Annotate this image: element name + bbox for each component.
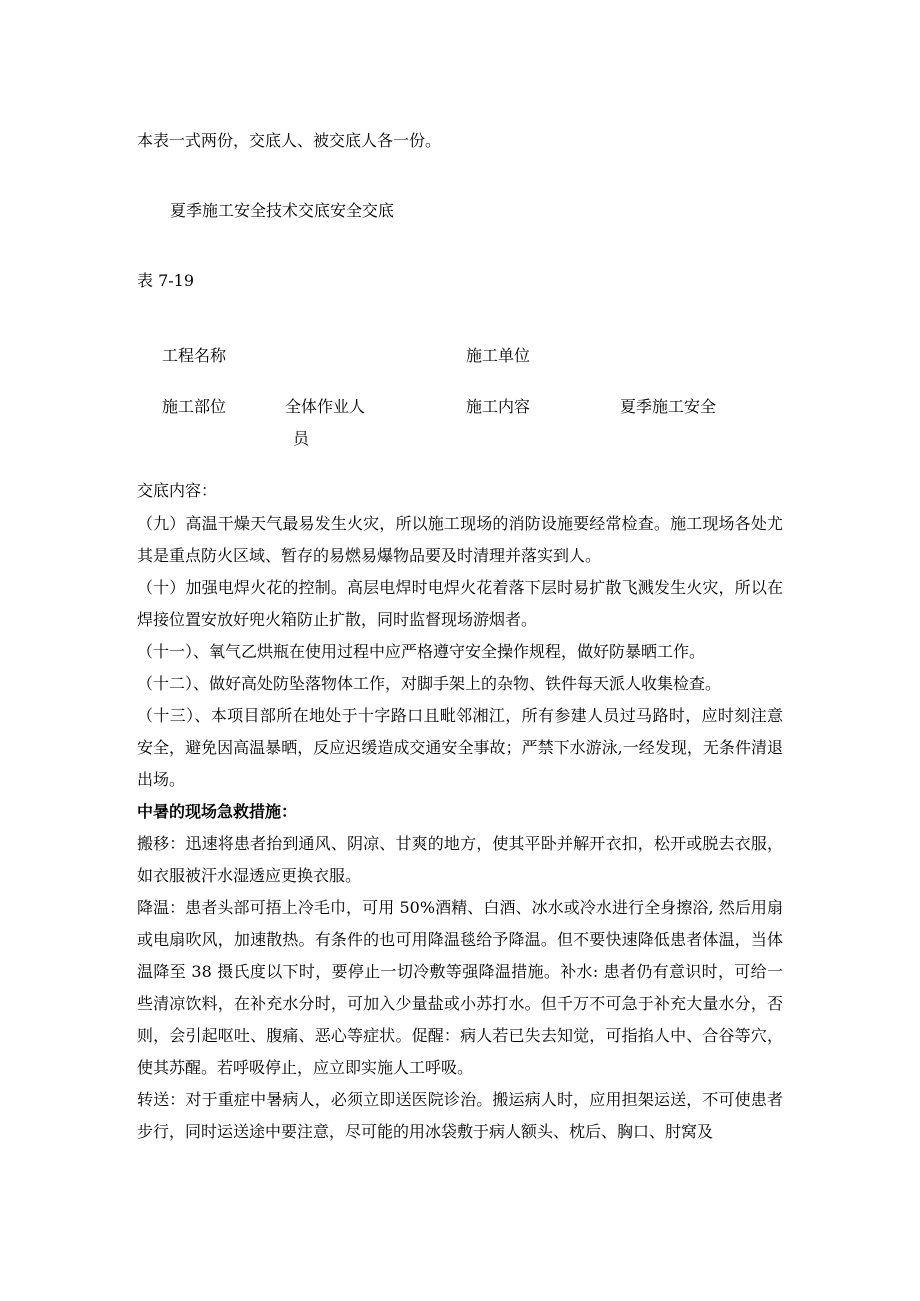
- first-aid-move: 搬移：迅速将患者抬到通风、阴凉、甘爽的地方，使其平卧并解开衣扣，松开或脱去衣服，如衣服被汗水湿透应更换衣服。: [137, 834, 783, 885]
- item-12: （十二）、做好高处防坠落物体工作，对脚手架上的杂物、铁件每天派人收集检查。: [137, 674, 722, 693]
- construction-location-value-line2: 员: [293, 429, 310, 448]
- top-note: 本表一式两份，交底人、被交底人各一份。: [137, 131, 442, 150]
- table-number: 表 7-19: [137, 271, 195, 290]
- first-aid-transfer: 转送：对于重症中暑病人，必须立即送医院诊治。搬运病人时，应用担架运送，不可使患者步行，同时运送途中要注意，尽可能的用冰袋敷于病人额头、枕后、胸口、肘窝及: [137, 1090, 783, 1141]
- item-9: （九）高温干燥天气最易发生火灾，所以施工现场的消防设施要经常检查。施工现场各处尤其是重点防火区域、暂存的易燃易爆物品要及时清理并落实到人。: [137, 514, 783, 565]
- document-title: 夏季施工安全技术交底安全交底: [170, 201, 395, 220]
- construction-location-value-line1: 全体作业人: [285, 397, 366, 416]
- item-11: （十一）、氧气乙烘瓶在使用过程中应严格遵守安全操作规程，做好防暴晒工作。: [137, 642, 706, 661]
- first-aid-cooling: 降温：患者头部可捂上冷毛巾，可用 50%酒精、白酒、冰水或冷水进行全身擦浴, 然后用扇或电扇吹风，加速散热。有条件的也可用降温毯给予降温。但不要快速降低患者体温，当体温降至 38 摄氏度以下时，要停止一切冷敷等强降温措施。补水: 患者仍有意识时，可给一些清凉饮料，在补充水分时，可加入少量盐或小苏打水。但千万不可急于补充大量水分，否则，会引起呕吐、腹痛、恶心等症状。促醒：病人若已失去知觉，可指掐人中、合谷等穴，使其苏醒。若呼吸停止，应立即实施人工呼吸。: [137, 898, 783, 1077]
- construction-location-label: 施工部位: [162, 397, 227, 416]
- first-aid-heading: 中暑的现场急救措施：: [137, 802, 298, 821]
- construction-unit-label: 施工单位: [466, 346, 531, 365]
- section-label: 交底内容：: [137, 481, 218, 500]
- project-name-label: 工程名称: [162, 346, 227, 365]
- construction-content-label: 施工内容: [466, 397, 531, 416]
- item-10: （十）加强电焊火花的控制。高层电焊时电焊火花着落下层时易扩散飞溅发生火灾，所以在焊接位置安放好兜火箱防止扩散，同时监督现场游烟者。: [137, 578, 783, 629]
- item-13: （十三）、本项目部所在地处于十字路口且毗邻湘江，所有参建人员过马路时，应时刻注意安全，避免因高温暴晒，反应迟缓造成交通安全事故；严禁下水游泳,一经发现，无条件清退出场。: [137, 706, 783, 789]
- construction-content-value: 夏季施工安全: [620, 397, 717, 416]
